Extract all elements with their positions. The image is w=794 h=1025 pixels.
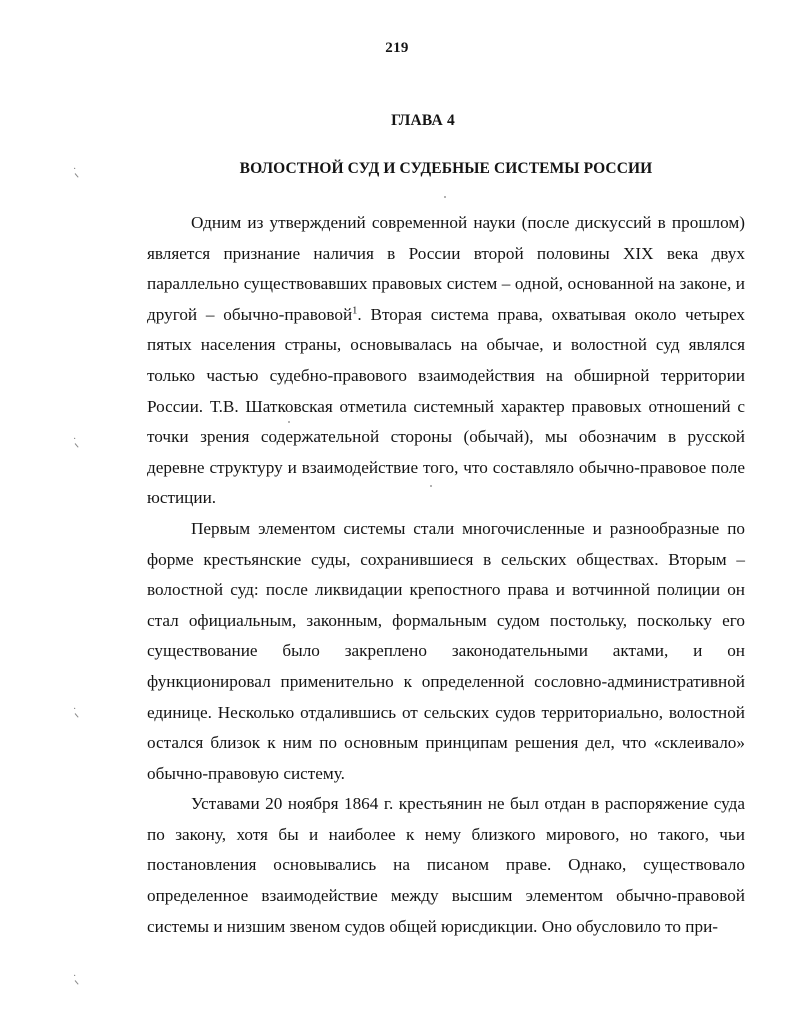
- paragraph-3: Уставами 20 ноября 1864 г. крестьянин не был отдан в распоряжение суда по закону, хотя бы и наиболее к нему близкого мирового, но такого, чьи постановления основывались на писаном праве. Однако, существовало определенное взаимодействие между высшим элементом обычно-правовой системы и низшим звеном судов общей юрисдикции. Оно обусловило то при-: [147, 794, 745, 936]
- page-number: 219: [385, 40, 409, 56]
- margin-mark: [73, 438, 81, 446]
- paragraph-1: [147, 208, 745, 514]
- chapter-title: ГЛАВА 4: [391, 112, 455, 129]
- paragraph-2: Первым элементом системы стали многочисленные и разнообразные по форме крестьянские суды, сохранившиеся в сельских обществах. Вторым – волостной суд: после ликвидации крепостного права и вотчинной полиции он стал официальным, законным, формальным судом постольку, поскольку его существование было закреплено законодательными актами, и он функционировал применительно к определенной сословно-административной единице. Несколько отдалившись от сельских судов территориально, волостной остался близок к ним по основным принципам решения дел, что «склеивало» обычно-правовую систему.: [147, 518, 745, 783]
- scan-speck: [444, 196, 446, 198]
- body-text: [147, 208, 745, 942]
- margin-mark: [73, 708, 81, 716]
- margin-mark: [73, 168, 81, 176]
- chapter-subtitle: ВОЛОСТНОЙ СУД И СУДЕБНЫЕ СИСТЕМЫ РОССИИ: [239, 160, 653, 177]
- paragraph-1-text-after-footnote: . Вторая система права, охватывая около четырех пятых населения страны, основывалась на обычае, и волостной суд являлся только частью судебно-правового взаимодействия на обширной территории России. Т.В. Шатковская отметила системный характер правовых отношений с точки зрения содержательной стороны (обычай), мы обозначим в русской деревне структуру и взаимодействие того, что составляло обычно-правовое поле юстиции.: [147, 304, 746, 508]
- footnote-reference[interactable]: 1: [352, 305, 358, 317]
- paragraph-1-text-before-footnote: Одним из утверждений современной науки (после дискуссий в прошлом) является признание наличия в России второй половины XIX века двух параллельно существовавших правовых систем – одной, основанной на законе, и другой – обычно-правовой: [147, 213, 745, 324]
- scan-speck: [288, 421, 290, 423]
- margin-mark: [73, 975, 81, 983]
- scan-speck: [430, 485, 432, 487]
